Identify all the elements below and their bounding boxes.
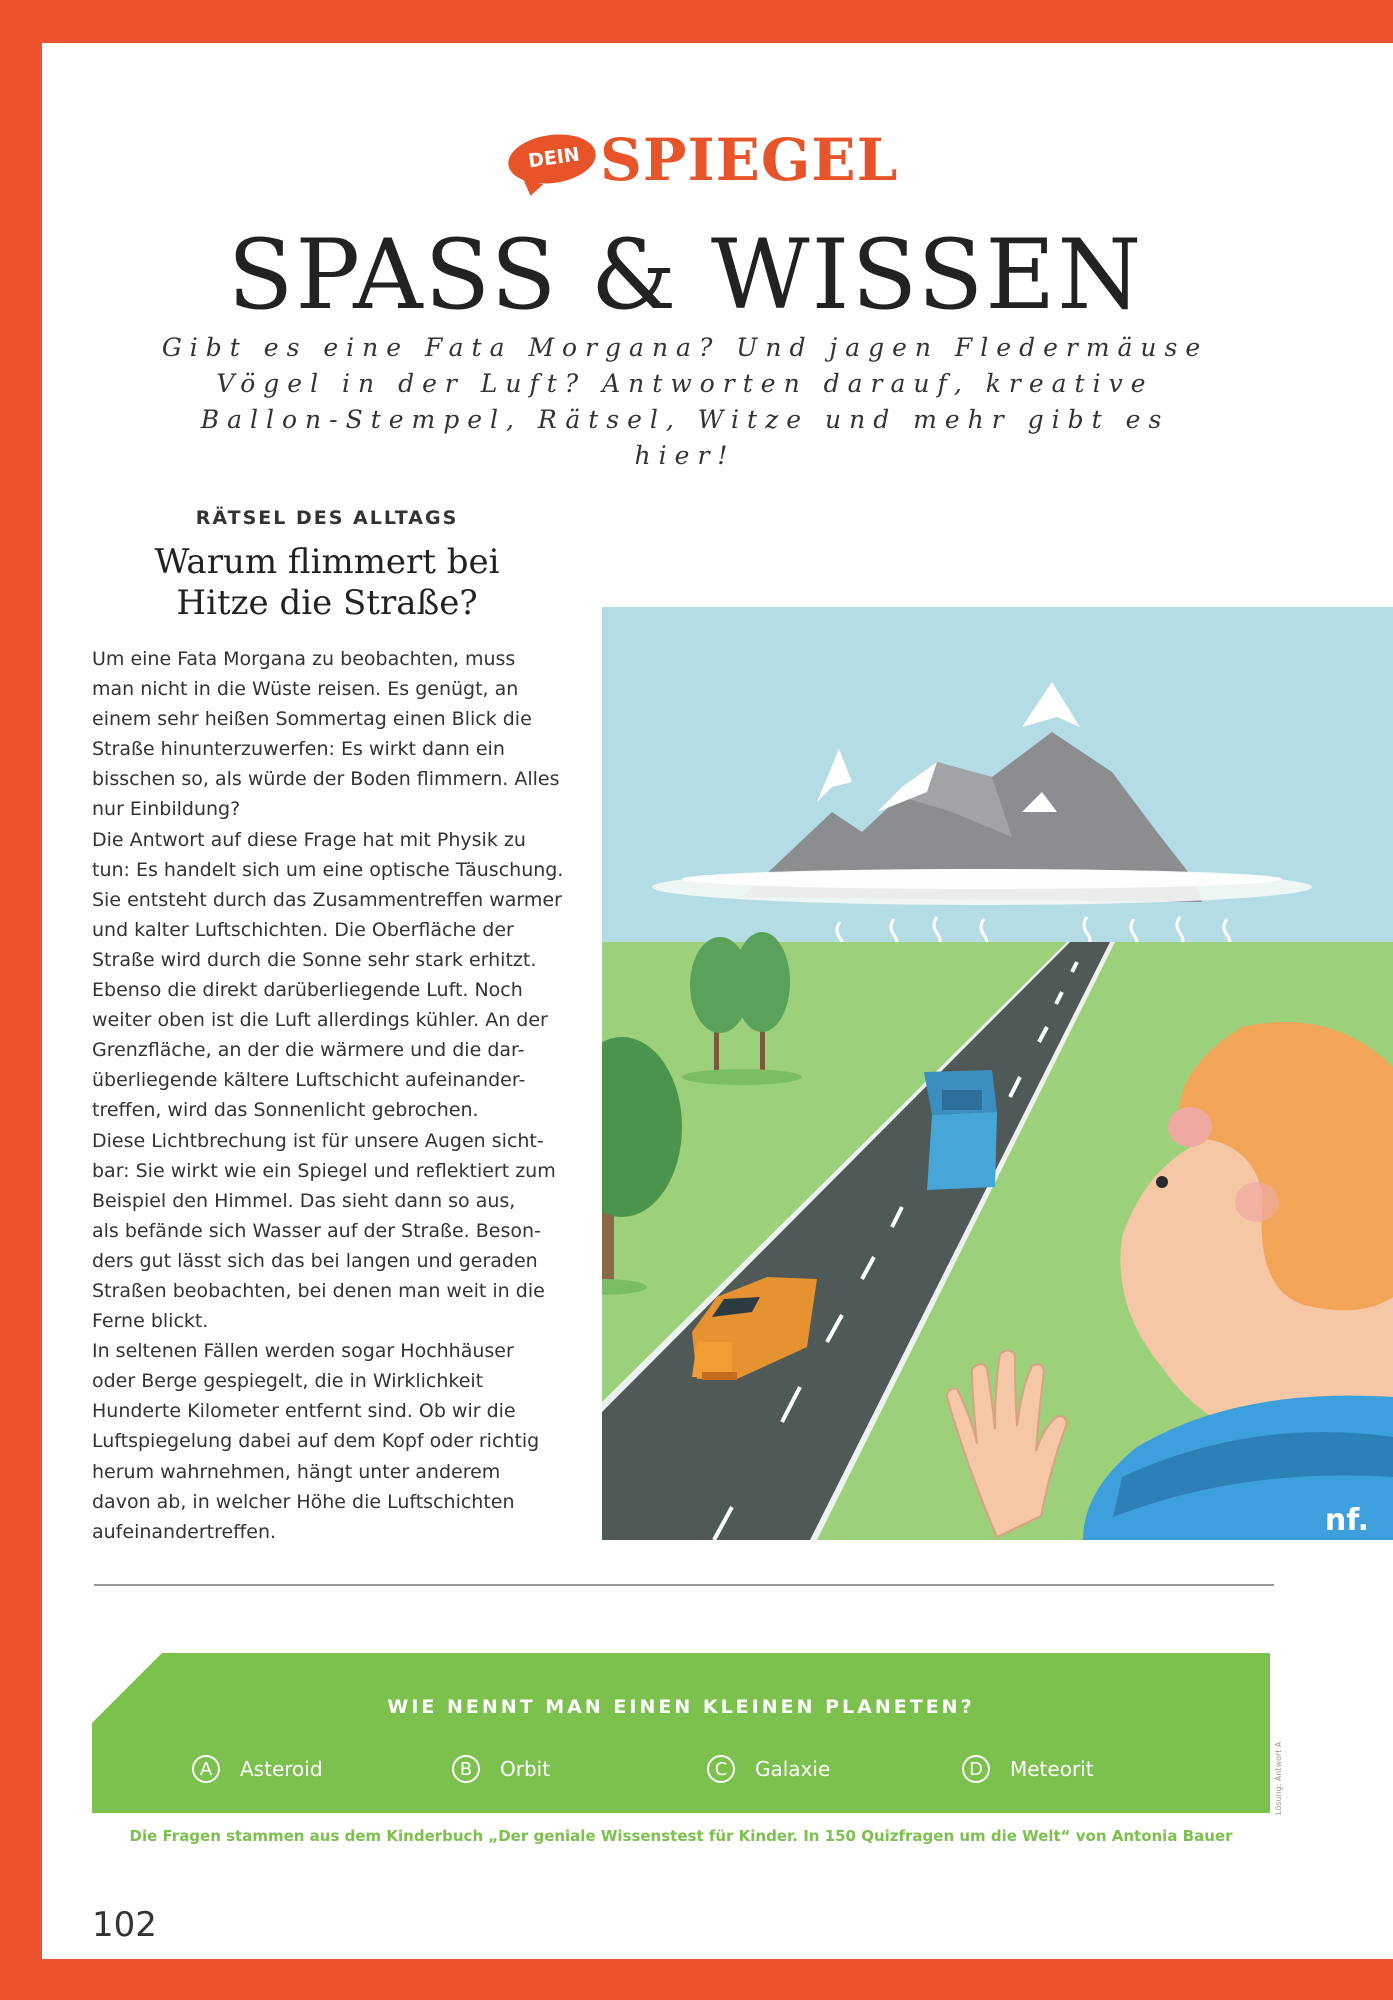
body-line: Beispiel den Himmel. Das sieht dann so aus, — [92, 1189, 516, 1212]
body-line: Sie entsteht durch das Zusammentreffen warmer — [92, 888, 562, 911]
quiz-option-d[interactable] — [962, 1753, 1094, 1785]
option-letter: A — [192, 1755, 220, 1783]
page-number: 102 — [92, 1905, 157, 1945]
option-text: Galaxie — [755, 1757, 831, 1781]
body-line: aufeinandertreffen. — [92, 1520, 277, 1543]
body-line: Straße wird durch die Sonne sehr stark erhitzt. — [92, 948, 537, 971]
body-line: Hunderte Kilometer entfernt sind. Ob wir die — [92, 1400, 516, 1423]
quiz-box — [92, 1653, 1270, 1813]
quiz-option-a[interactable] — [192, 1753, 323, 1785]
article-headline — [92, 542, 562, 624]
body-line: bisschen so, als würde der Boden flimmern. Alles — [92, 768, 560, 791]
fata-morgana-illustration — [602, 607, 1393, 1540]
body-line: treffen, wird das Sonnenlicht gebrochen. — [92, 1099, 479, 1122]
body-line: Straßen beobachten, bei denen man weit in die — [92, 1279, 545, 1302]
blue-truck — [924, 1070, 997, 1190]
subtitle-line: Ballon-Stempel, Rätsel, Witze und mehr gibt es hier! — [200, 405, 1170, 470]
body-line: In seltenen Fällen werden sogar Hochhäuser — [92, 1340, 514, 1363]
logo-small-text: DEIN — [526, 143, 582, 173]
body-line: nur Einbildung? — [92, 798, 241, 821]
quiz-option-c[interactable] — [707, 1753, 830, 1785]
logo-main-text: SPIEGEL — [600, 126, 899, 194]
body-line: tun: Es handelt sich um eine optische Täuschung. — [92, 858, 564, 881]
body-line: davon ab, in welcher Höhe die Luftschichten — [92, 1490, 515, 1513]
subtitle-line: Gibt es eine Fata Morgana? Und jagen Fledermäuse — [161, 333, 1209, 362]
body-line: und kalter Luftschichten. Die Oberfläche der — [92, 918, 514, 941]
option-letter: D — [962, 1755, 990, 1783]
body-line: ders gut lässt sich das bei langen und geraden — [92, 1249, 538, 1272]
headline-line: Hitze die Straße? — [176, 583, 478, 623]
body-line: überliegende kältere Luftschicht aufeinander- — [92, 1069, 526, 1092]
body-line: als befände sich Wasser auf der Straße. Beson- — [92, 1219, 541, 1242]
option-letter: B — [452, 1755, 480, 1783]
body-line: Diese Lichtbrechung ist für unsere Augen sicht- — [92, 1129, 544, 1152]
headline-line: Warum flimmert bei — [154, 542, 500, 582]
quiz-source: Die Fragen stammen aus dem Kinderbuch „Der geniale Wissenstest für Kinder. In 150 Quizfragen um die Welt“ von Antonia Bauer — [129, 1827, 1233, 1845]
subtitle-line: Vögel in der Luft? Antworten darauf, kreative — [216, 369, 1154, 398]
body-line: Ebenso die direkt darüberliegende Luft. Noch — [92, 979, 523, 1002]
option-letter: C — [707, 1755, 735, 1783]
option-text: Asteroid — [240, 1757, 323, 1781]
haze-cloud — [682, 869, 1282, 889]
quiz-option-b[interactable] — [452, 1753, 550, 1785]
body-line: Grenzfläche, an der die wärmere und die dar- — [92, 1039, 525, 1062]
body-line: Die Antwort auf diese Frage hat mit Physik zu — [92, 828, 526, 851]
quiz-solution: Lösung: Antwort A — [1274, 1741, 1283, 1815]
body-line: Luftspiegelung dabei auf dem Kopf oder richtig — [92, 1430, 540, 1453]
body-line: Ferne blickt. — [92, 1310, 209, 1333]
body-line: bar: Sie wirkt wie ein Spiegel und reflektiert zum — [92, 1159, 556, 1182]
illustration-signature: nf. — [1324, 1503, 1370, 1538]
quiz-background — [92, 1653, 1270, 1813]
subtitle — [150, 330, 1220, 474]
article-body — [92, 644, 570, 1547]
body-line: Um eine Fata Morgana zu beobachten, muss — [92, 648, 516, 670]
body-line: Straße hinunterzuwerfen: Es wirkt dann ein — [92, 738, 505, 761]
quiz-question: WIE NENNT MAN EINEN KLEINEN PLANETEN? — [387, 1696, 975, 1718]
body-line: oder Berge gespiegelt, die in Wirklichkeit — [92, 1370, 484, 1393]
divider — [94, 1584, 1274, 1586]
body-line: weiter oben ist die Luft allerdings kühler. An der — [92, 1009, 548, 1032]
option-text: Meteorit — [1010, 1757, 1094, 1781]
body-line: herum wahrnehmen, hängt unter anderem — [92, 1460, 501, 1483]
body-line: man nicht in die Wüste reisen. Es genügt, an — [92, 678, 519, 701]
body-line: einem sehr heißen Sommertag einen Blick die — [92, 708, 532, 731]
option-text: Orbit — [500, 1757, 551, 1781]
article-kicker: RÄTSEL DES ALLTAGS — [195, 507, 459, 529]
page-title: SPASS & WISSEN — [227, 219, 1144, 331]
dein-spiegel-logo — [508, 125, 899, 195]
